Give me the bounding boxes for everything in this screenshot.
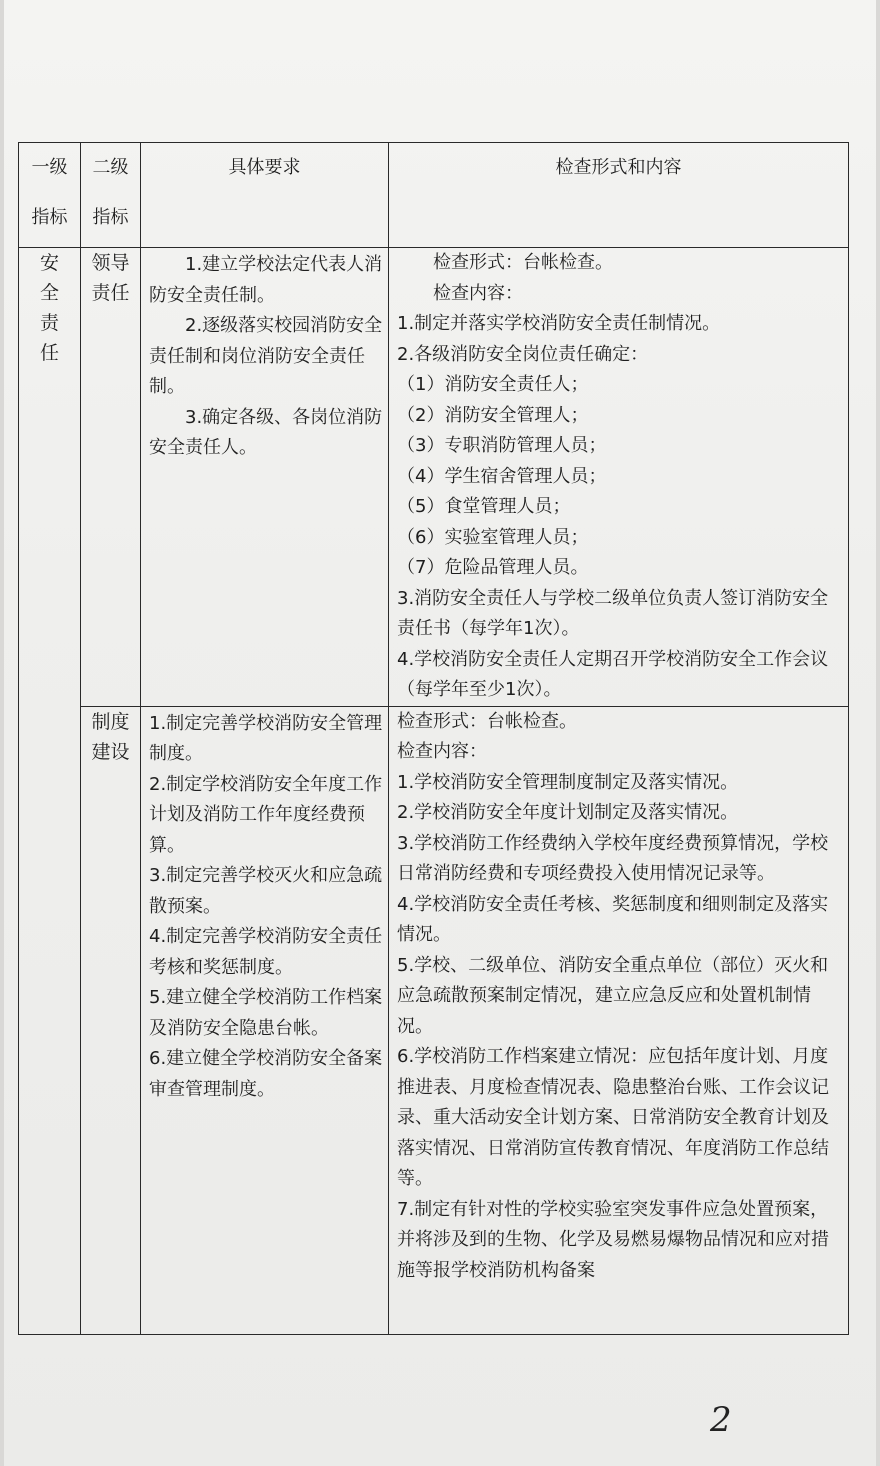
- inspection-item: 1.制定并落实学校消防安全责任制情况。: [397, 313, 721, 334]
- table-row-system: [19, 706, 849, 1334]
- requirement-item: 1.建立学校法定代表人消防安全责任制。: [149, 254, 383, 306]
- level2-system-line1: 制度: [91, 710, 130, 733]
- requirement-item: 2.逐级落实校园消防安全责任制和岗位消防安全责任制。: [149, 315, 383, 397]
- header-inspection: 检查形式和内容: [389, 143, 849, 248]
- inspection-system-cell: [389, 706, 849, 1334]
- inspection-item: 2.学校消防安全年度计划制定及落实情况。: [397, 802, 739, 823]
- requirement-item: 3.制定完善学校灭火和应急疏散预案。: [149, 865, 383, 917]
- requirement-item: 5.建立健全学校消防工作档案及消防安全隐患台帐。: [149, 987, 383, 1039]
- requirement-item: 6.建立健全学校消防安全备案审查管理制度。: [149, 1048, 383, 1100]
- requirement-item: 2.制定学校消防安全年度工作计划及消防工作年度经费预算。: [149, 773, 383, 856]
- level2-system-cell: [81, 706, 141, 1334]
- header-level1-line1: 一级: [31, 157, 68, 178]
- inspection-item: 检查形式：台帐检查。: [433, 252, 613, 273]
- inspection-item: （2）消防安全管理人；: [397, 404, 589, 426]
- requirement-item: 3.确定各级、各岗位消防安全责任人。: [149, 406, 383, 458]
- inspection-item: 4.学校消防安全责任人定期召开学校消防安全工作会议（每学年至少1次）。: [397, 648, 829, 700]
- level2-leadership-line2: 责任: [91, 282, 130, 304]
- header-level1: [19, 143, 81, 248]
- inspection-item: （7）危险品管理人员。: [397, 557, 589, 578]
- header-level2-line2: 指标: [92, 207, 129, 228]
- level1-char: 责: [39, 312, 59, 334]
- document-page: [4, 0, 876, 1466]
- table-header-row: [19, 143, 849, 248]
- requirements-system-cell: [141, 706, 389, 1334]
- requirement-item: 4.制定完善学校消防安全责任考核和奖惩制度。: [149, 926, 383, 978]
- inspection-item: 检查内容：: [397, 741, 487, 762]
- inspection-table: [18, 142, 849, 1335]
- header-level2-line1: 二级: [92, 157, 129, 178]
- inspection-item: 5.学校、二级单位、消防安全重点单位（部位）灭火和应急疏散预案制定情况，建立应急反应和处置机制情况。: [397, 954, 829, 1037]
- inspection-item: （1）消防安全责任人；: [397, 374, 589, 395]
- level1-indicator-cell: [19, 248, 81, 1335]
- inspection-item: 1.学校消防安全管理制度制定及落实情况。: [397, 771, 739, 793]
- level2-system-line2: 建设: [91, 740, 130, 763]
- level1-char: 任: [39, 342, 59, 364]
- requirements-leadership-cell: [141, 248, 389, 707]
- table-row-leadership: [19, 248, 849, 707]
- inspection-item: （6）实验室管理人员；: [397, 526, 589, 548]
- inspection-item: 3.学校消防工作经费纳入学校年度经费预算情况，学校日常消防经费和专项经费投入使用情况记录等。: [397, 832, 829, 884]
- requirement-item: 1.制定完善学校消防安全管理制度。: [149, 712, 383, 764]
- inspection-item: （3）专职消防管理人员；: [397, 435, 607, 456]
- page-number: 2: [710, 1400, 732, 1440]
- inspection-item: 3.消防安全责任人与学校二级单位负责人签订消防安全责任书（每学年1次）。: [397, 587, 829, 639]
- level1-char: 全: [39, 282, 59, 304]
- header-level1-line2: 指标: [31, 207, 68, 228]
- inspection-item: 检查形式：台帐检查。: [397, 710, 577, 732]
- inspection-item: 检查内容：: [433, 282, 523, 304]
- level2-leadership-line1: 领导: [91, 252, 130, 274]
- header-requirements: 具体要求: [141, 143, 389, 248]
- inspection-item: （5）食堂管理人员；: [397, 496, 571, 517]
- level2-leadership-cell: [81, 248, 141, 707]
- inspection-item: 7.制定有针对性的学校实验室突发事件应急处置预案，并将涉及到的生物、化学及易燃易爆物品情况和应对措施等报学校消防机构备案: [397, 1198, 829, 1281]
- level1-char: 安: [39, 252, 59, 274]
- inspection-item: 6.学校消防工作档案建立情况：应包括年度计划、月度推进表、月度检查情况表、隐患整治台账、工作会议记录、重大活动安全计划方案、日常消防安全教育计划及落实情况、日常消防宣传教育情况、年度消防工作总结等。: [397, 1046, 829, 1189]
- header-level2: [81, 143, 141, 248]
- inspection-item: 4.学校消防安全责任考核、奖惩制度和细则制定及落实情况。: [397, 893, 829, 945]
- inspection-item: （4）学生宿舍管理人员；: [397, 465, 607, 487]
- inspection-item: 2.各级消防安全岗位责任确定：: [397, 343, 649, 365]
- inspection-leadership-cell: [389, 248, 849, 707]
